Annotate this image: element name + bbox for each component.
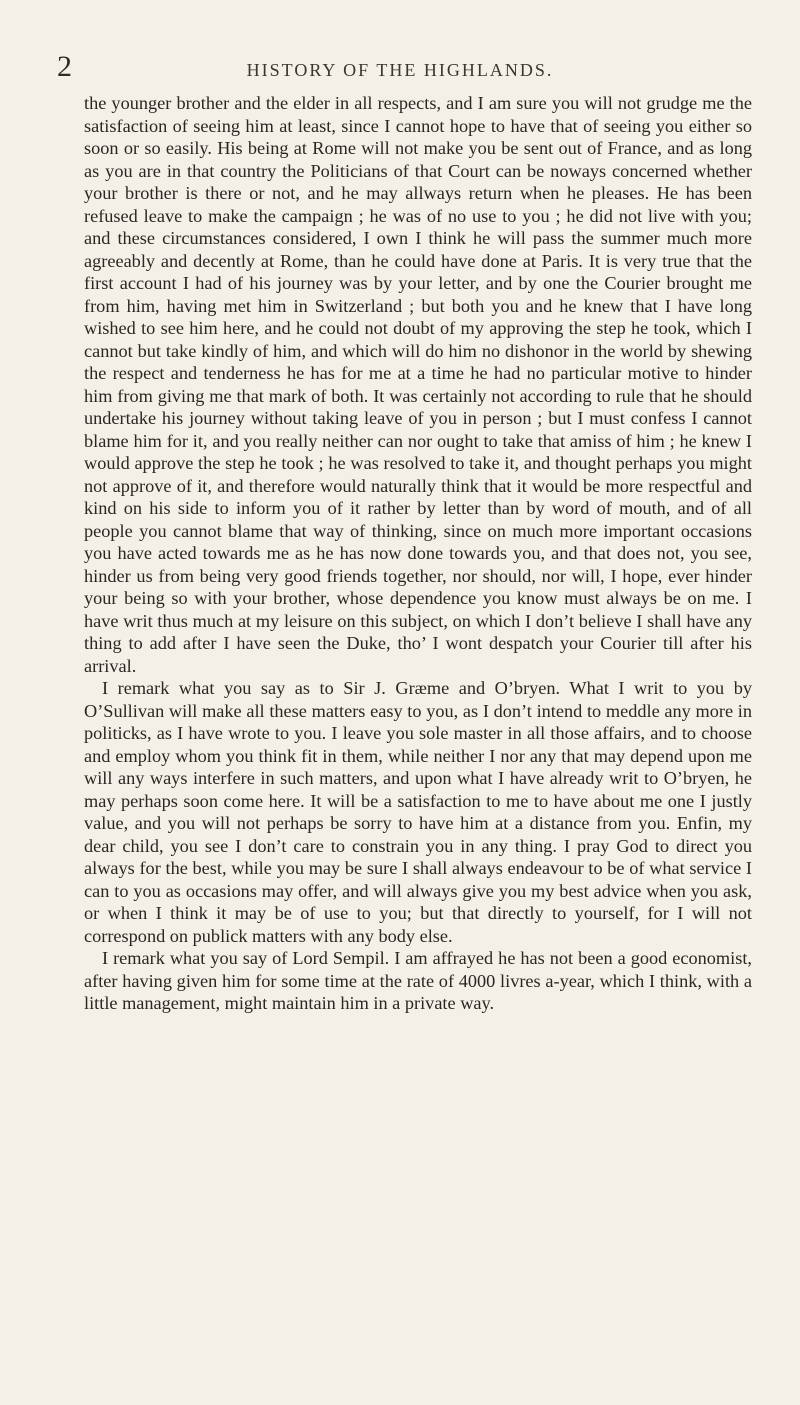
paragraph-2: I remark what you say as to Sir J. Græme and O’bryen. What I writ to you by O’Sullivan will make all these matters easy to you, as I don’t intend to meddle any more in politicks, as I have wrote to you. I leave you sole master in all those affairs, and to choose and employ whom you think fit in them, while neither I nor any that may depend upon me will any ways interfere in such matters, and upon what I have already writ to O’bryen, he may perhaps soon come here. It will be a satisfaction to me to have about me one I justly value, and you will not perhaps be sorry to have him at a distance from you. Enfin, my dear child, you see I don’t care to constrain you in any thing. I pray God to direct you always for the best, while you may be sure I shall always endeavour to be of what service I can to you as occasions may offer, and will always give you my best advice when you ask, or when I think it may be of use to you; but that directly to yourself, for I will not correspond on publick matters with any body else. <box>84 678 752 946</box>
paragraph-3: I remark what you say of Lord Sempil. I am affrayed he has not been a good economist, after having given him for some time at the rate of 4000 livres a-year, which I think, with a little management, might maintain him in a private way. <box>84 948 752 1013</box>
paragraph-1: the younger brother and the elder in all respects, and I am sure you will not grudge me the satisfaction of seeing him at least, since I cannot hope to have that of seeing you either so soon or so easily. His being at Rome will not make you be sent out of France, and as long as you are in that country the Politicians of that Court can be noways concerned whether your brother is there or not, and he may allways return when he pleases. He has been refused leave to make the campaign ; he was of no use to you ; he did not live with you; and these circumstances considered, I own I think he will pass the summer much more agreeably and decently at Rome, than he could have done at Paris. It is very true that the first account I had of his journey was by your letter, and by one the Courier brought me from him, having met him in Switzerland ; but both you and he knew that I have long wished to see him here, and he could not doubt of my approving the step he took, which I cannot but take kindly of him, and which will do him no dishonor in the world by shewing the respect and tenderness he has for me at a time he had no particular motive to hinder him from giving me that mark of both. It was certainly not according to rule that he should undertake his journey without taking leave of you in person ; but I must confess I cannot blame him for it, and you really neither can nor ought to take that amiss of him ; he knew I would approve the step he took ; he was resolved to take it, and thought perhaps you might not approve of it, and therefore would naturally think that it would be more respectful and kind on his side to inform you of it rather by letter than by word of mouth, and of all people you cannot blame that way of thinking, since on much more important occasions you have acted towards me as he has now done towards you, and that does not, you see, hinder us from being very good friends together, nor should, nor will, I hope, ever hinder your being so with your brother, whose dependence you know must always be on me. I have writ thus much at my leisure on this subject, on which I don’t believe I shall have any thing to add after I have seen the Duke, tho’ I wont despatch your Courier till after his arrival. <box>84 93 752 676</box>
page-number: 2 <box>57 50 72 83</box>
body-text <box>84 92 752 1015</box>
running-head: HISTORY OF THE HIGHLANDS. <box>246 60 554 80</box>
